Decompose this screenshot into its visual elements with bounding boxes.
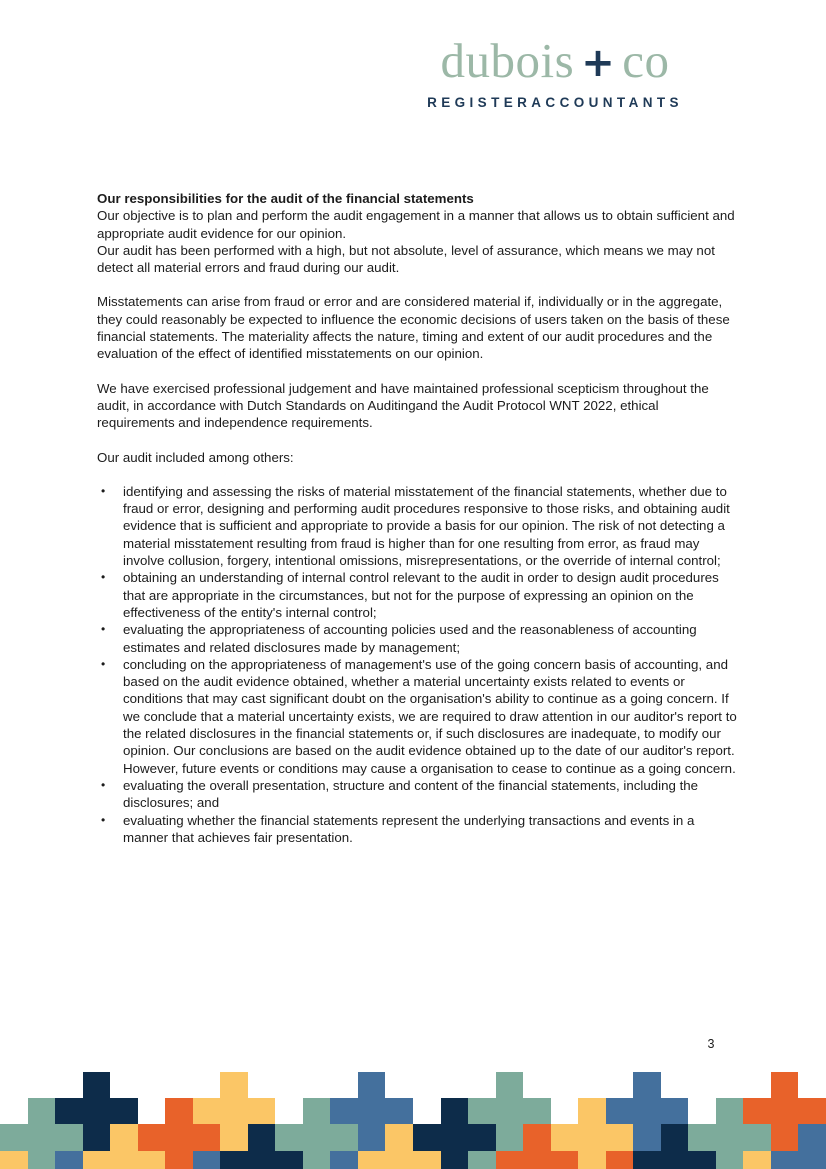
pattern-cell-white bbox=[606, 1072, 634, 1098]
pattern-cell-dark-navy bbox=[633, 1151, 661, 1169]
pattern-cell-white bbox=[413, 1072, 441, 1098]
bullet-item bbox=[97, 621, 737, 656]
pattern-cell-white bbox=[551, 1098, 579, 1124]
pattern-cell-yellow bbox=[0, 1151, 28, 1169]
pattern-cell-steel-blue bbox=[330, 1098, 358, 1124]
pattern-cell-steel-blue bbox=[358, 1098, 386, 1124]
pattern-cell-steel-blue bbox=[771, 1151, 799, 1169]
pattern-cell-white bbox=[275, 1098, 303, 1124]
pattern-cell-sage-green bbox=[303, 1124, 331, 1151]
pattern-cell-white bbox=[138, 1098, 166, 1124]
pattern-cell-white bbox=[193, 1072, 221, 1098]
pattern-cell-white bbox=[0, 1072, 28, 1098]
section-heading: Our responsibilities for the audit of the financial statements bbox=[97, 191, 474, 206]
pattern-cell-steel-blue bbox=[330, 1151, 358, 1169]
pattern-cell-yellow bbox=[578, 1124, 606, 1151]
pattern-cell-orange bbox=[193, 1124, 221, 1151]
pattern-cell-dark-navy bbox=[441, 1124, 469, 1151]
pattern-cell-sage-green bbox=[0, 1124, 28, 1151]
pattern-cell-steel-blue bbox=[606, 1098, 634, 1124]
pattern-cell-white bbox=[661, 1072, 689, 1098]
pattern-cell-dark-navy bbox=[83, 1098, 111, 1124]
pattern-cell-yellow bbox=[138, 1151, 166, 1169]
pattern-cell-white bbox=[716, 1072, 744, 1098]
pattern-cell-white bbox=[688, 1098, 716, 1124]
pattern-cell-sage-green bbox=[303, 1098, 331, 1124]
pattern-cell-sage-green bbox=[468, 1098, 496, 1124]
bullet-text: evaluating the appropriateness of accounting policies used and the reasonableness of accounting estimates and related disclosures made by management; bbox=[123, 622, 697, 655]
bullet-text: evaluating the overall presentation, structure and content of the financial statements, including the disclosures; and bbox=[123, 777, 699, 811]
pattern-cell-white bbox=[55, 1072, 83, 1098]
pattern-cell-white bbox=[0, 1098, 28, 1124]
pattern-cell-sage-green bbox=[330, 1124, 358, 1151]
pattern-cell-yellow bbox=[220, 1124, 248, 1151]
pattern-cell-white bbox=[303, 1072, 331, 1098]
pattern-cell-white bbox=[385, 1072, 413, 1098]
pattern-cell-orange bbox=[771, 1124, 799, 1151]
pattern-cell-sage-green bbox=[523, 1098, 551, 1124]
pattern-cell-yellow bbox=[606, 1124, 634, 1151]
pattern-cell-orange bbox=[523, 1124, 551, 1151]
pattern-cell-yellow bbox=[578, 1098, 606, 1124]
logo-wordmark bbox=[421, 34, 689, 88]
pattern-cell-dark-navy bbox=[248, 1124, 276, 1151]
pattern-cell-white bbox=[441, 1072, 469, 1098]
pattern-cell-yellow bbox=[110, 1124, 138, 1151]
pattern-cell-steel-blue bbox=[798, 1151, 826, 1169]
bullet-item bbox=[97, 656, 737, 777]
pattern-cell-white bbox=[551, 1072, 579, 1098]
pattern-cell-white bbox=[688, 1072, 716, 1098]
pattern-cell-dark-navy bbox=[248, 1151, 276, 1169]
pattern-cell-yellow bbox=[385, 1124, 413, 1151]
pattern-cell-orange bbox=[165, 1124, 193, 1151]
pattern-cell-yellow bbox=[193, 1098, 221, 1124]
pattern-cell-orange bbox=[165, 1098, 193, 1124]
pattern-cell-yellow bbox=[110, 1151, 138, 1169]
logo-plus-icon: + bbox=[581, 40, 616, 86]
pattern-cell-dark-navy bbox=[55, 1098, 83, 1124]
bullet-item bbox=[97, 483, 737, 569]
pattern-cell-white bbox=[138, 1072, 166, 1098]
pattern-cell-orange bbox=[743, 1098, 771, 1124]
pattern-cell-sage-green bbox=[468, 1151, 496, 1169]
pattern-cell-yellow bbox=[220, 1098, 248, 1124]
pattern-cell-yellow bbox=[743, 1151, 771, 1169]
pattern-cell-steel-blue bbox=[358, 1124, 386, 1151]
paragraph: Our objective is to plan and perform the audit engagement in a manner that allows us to obtain sufficient and appropriate audit evidence for our opinion. bbox=[97, 208, 735, 241]
pattern-cell-orange bbox=[496, 1151, 524, 1169]
page-number: 3 bbox=[707, 1037, 715, 1051]
pattern-cell-yellow bbox=[413, 1151, 441, 1169]
list-intro: Our audit included among others: bbox=[97, 449, 294, 465]
document-body bbox=[97, 190, 737, 846]
pattern-cell-white bbox=[275, 1072, 303, 1098]
pattern-cell-yellow bbox=[358, 1151, 386, 1169]
pattern-cell-orange bbox=[798, 1098, 826, 1124]
paragraph: Our audit has been performed with a high, but not absolute, level of assurance, which means we may not detect all material errors and fraud during our audit. bbox=[97, 242, 715, 276]
pattern-cell-dark-navy bbox=[468, 1124, 496, 1151]
bullet-item bbox=[97, 777, 737, 812]
pattern-cell-dark-navy bbox=[413, 1124, 441, 1151]
pattern-cell-sage-green bbox=[303, 1151, 331, 1169]
bullet-icon: • bbox=[101, 483, 106, 498]
pattern-cell-steel-blue bbox=[358, 1072, 386, 1098]
pattern-cell-sage-green bbox=[688, 1124, 716, 1151]
bullet-icon: • bbox=[101, 777, 106, 792]
pattern-cell-steel-blue bbox=[385, 1098, 413, 1124]
pattern-cell-dark-navy bbox=[441, 1098, 469, 1124]
bullet-item bbox=[97, 812, 737, 847]
pattern-cell-dark-navy bbox=[110, 1098, 138, 1124]
pattern-cell-yellow bbox=[578, 1151, 606, 1169]
pattern-cell-steel-blue bbox=[633, 1098, 661, 1124]
pattern-cell-white bbox=[468, 1072, 496, 1098]
paragraphs bbox=[97, 207, 737, 431]
pattern-cell-sage-green bbox=[716, 1098, 744, 1124]
paragraph: We have exercised professional judgement and have maintained professional scepticism throughout the audit, in accordance with Dutch Standards on Auditingand the Audit Protocol WNT 2022, ethical requirements and independence requirements. bbox=[97, 380, 709, 431]
bullet-icon: • bbox=[101, 812, 106, 827]
pattern-cell-steel-blue bbox=[633, 1072, 661, 1098]
pattern-cell-white bbox=[330, 1072, 358, 1098]
pattern-cell-sage-green bbox=[55, 1124, 83, 1151]
pattern-cell-sage-green bbox=[28, 1098, 56, 1124]
pattern-cell-white bbox=[28, 1072, 56, 1098]
pattern-cell-white bbox=[523, 1072, 551, 1098]
pattern-cell-white bbox=[413, 1098, 441, 1124]
pattern-cell-dark-navy bbox=[661, 1124, 689, 1151]
pattern-cell-sage-green bbox=[496, 1072, 524, 1098]
pattern-cell-steel-blue bbox=[633, 1124, 661, 1151]
pattern-cell-steel-blue bbox=[661, 1098, 689, 1124]
pattern-cell-orange bbox=[771, 1098, 799, 1124]
logo bbox=[421, 34, 689, 110]
pattern-cell-yellow bbox=[220, 1072, 248, 1098]
pattern-cell-dark-navy bbox=[83, 1072, 111, 1098]
pattern-cell-yellow bbox=[551, 1124, 579, 1151]
bullet-list bbox=[97, 483, 737, 846]
pattern-cell-orange bbox=[771, 1072, 799, 1098]
pattern-cell-dark-navy bbox=[275, 1151, 303, 1169]
bullet-text: obtaining an understanding of internal control relevant to the audit in order to design audit procedures that are appropriate in the circumstances, but not for the purpose of expressing an opinion on the effectiveness of the entity's internal control; bbox=[123, 570, 719, 620]
bullet-text: identifying and assessing the risks of material misstatement of the financial statements, whether due to fraud or error, designing and performing audit procedures responsive to those risks, and obtaining audit evidence that is sufficient and appropriate to provide a basis for our opinion. The risk of not detecting a material misstatement resulting from fraud is higher than for one resulting from error, as fraud may involve collusion, forgery, intentional omissions, misrepresentations, or the override of internal control; bbox=[123, 483, 730, 569]
pattern-cell-dark-navy bbox=[441, 1151, 469, 1169]
bullet-icon: • bbox=[101, 622, 106, 637]
pattern-cell-sage-green bbox=[716, 1124, 744, 1151]
pattern-cell-sage-green bbox=[743, 1124, 771, 1151]
pattern-cell-white bbox=[248, 1072, 276, 1098]
pattern-cell-sage-green bbox=[275, 1124, 303, 1151]
footer-pattern bbox=[0, 1072, 826, 1169]
pattern-cell-steel-blue bbox=[798, 1124, 826, 1151]
bullet-icon: • bbox=[101, 570, 106, 585]
pattern-cell-sage-green bbox=[28, 1124, 56, 1151]
pattern-cell-steel-blue bbox=[193, 1151, 221, 1169]
pattern-cell-dark-navy bbox=[83, 1124, 111, 1151]
pattern-cell-white bbox=[110, 1072, 138, 1098]
pattern-cell-yellow bbox=[248, 1098, 276, 1124]
paragraph: Misstatements can arise from fraud or error and are considered material if, individually or in the aggregate, they could reasonably be expected to influence the economic decisions of users taken on the basis of these financial statements. The materiality affects the nature, timing and extent of our audit procedures and the evaluation of the effect of identified misstatements on our opinion. bbox=[97, 294, 730, 362]
bullet-text: concluding on the appropriateness of management's use of the going concern basis of accounting, and based on the audit evidence obtained, whether a material uncertainty exists related to events or conditions that may cast significant doubt on the organisation's ability to continue as a going concern. If we conclude that a material uncertainty exists, we are required to draw attention in our auditor's report to the related disclosures in the financial statements or, if such disclosures are inadequate, to modify our opinion. Our conclusions are based on the audit evidence obtained up to the date of our auditor's report. However, future events or conditions may cause a organisation to cease to continue as a going concern. bbox=[123, 656, 737, 776]
pattern-cell-orange bbox=[138, 1124, 166, 1151]
pattern-cell-white bbox=[578, 1072, 606, 1098]
pattern-cell-steel-blue bbox=[55, 1151, 83, 1169]
pattern-cell-orange bbox=[606, 1151, 634, 1169]
pattern-cell-dark-navy bbox=[688, 1151, 716, 1169]
pattern-cell-yellow bbox=[385, 1151, 413, 1169]
pattern-cell-orange bbox=[523, 1151, 551, 1169]
bullet-icon: • bbox=[101, 656, 106, 671]
logo-word-co: co bbox=[622, 33, 670, 88]
pattern-cell-sage-green bbox=[496, 1124, 524, 1151]
pattern-cell-orange bbox=[165, 1151, 193, 1169]
pattern-cell-white bbox=[743, 1072, 771, 1098]
pattern-cell-dark-navy bbox=[220, 1151, 248, 1169]
pattern-cell-dark-navy bbox=[661, 1151, 689, 1169]
logo-tagline: REGISTERACCOUNTANTS bbox=[427, 94, 683, 110]
pattern-cell-sage-green bbox=[716, 1151, 744, 1169]
logo-word-dubois: dubois bbox=[440, 33, 575, 88]
bullet-text: evaluating whether the financial statements represent the underlying transactions and events in a manner that achieves fair presentation. bbox=[123, 812, 695, 845]
pattern-cell-sage-green bbox=[496, 1098, 524, 1124]
pattern-cell-sage-green bbox=[28, 1151, 56, 1169]
pattern-cell-white bbox=[165, 1072, 193, 1098]
pattern-cell-orange bbox=[551, 1151, 579, 1169]
bullet-item bbox=[97, 569, 737, 621]
pattern-cell-yellow bbox=[83, 1151, 111, 1169]
pattern-cell-white bbox=[798, 1072, 826, 1098]
